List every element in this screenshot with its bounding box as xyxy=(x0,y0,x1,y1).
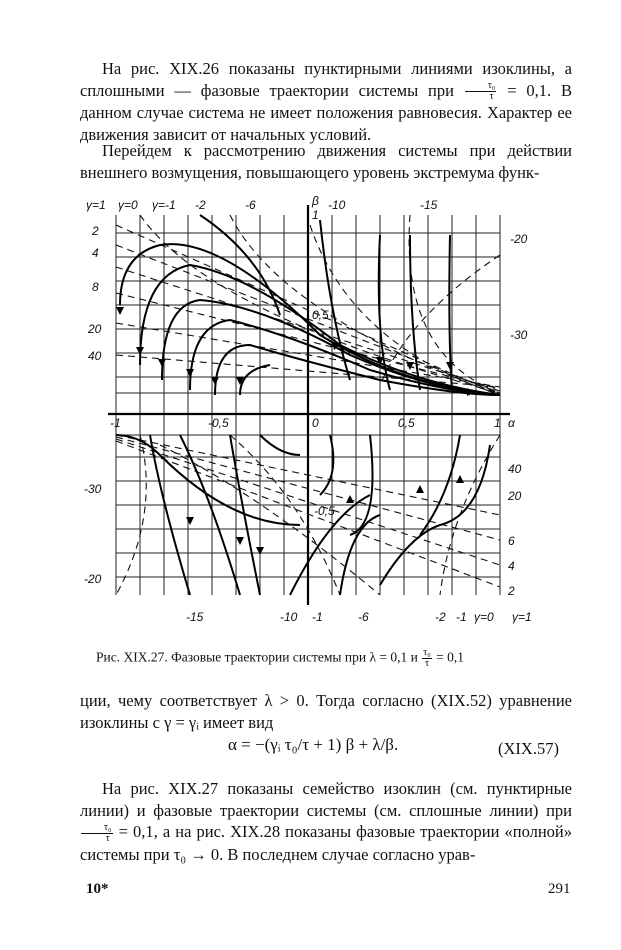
label-bottom-minus-15: -15 xyxy=(186,610,204,624)
right-upper-labels xyxy=(510,232,528,342)
paragraph-4-text-b: = 0,1, а на рис. XIX.28 показаны фазовые траектории «полной» системы при τ₀ → 0. В последнем случае согласно урав- xyxy=(80,822,573,864)
paragraph-2-text: Перейдем к рассмотрению движения системы при действии внешнего возмущения, повышающего уровень экстремума функ- xyxy=(80,141,572,182)
paragraph-1-text-before: На рис. XIX.26 показаны пунктирными линиями изоклины, а сплошными — фазовые траектории системы при xyxy=(80,59,572,100)
page-number: 291 xyxy=(548,881,571,897)
label-bottom-minus-10: -10 xyxy=(280,610,298,624)
paragraph-4-fraction-denominator: τ xyxy=(105,832,110,844)
label-minus-6: -6 xyxy=(245,198,256,212)
label-bottom-minus-1b: -1 xyxy=(456,610,467,624)
label-right-minus-20: -20 xyxy=(510,232,528,246)
paragraph-4-fraction xyxy=(81,823,113,844)
label-left-2: 2 xyxy=(92,224,99,238)
label-gamma-1: γ=1 xyxy=(86,198,106,212)
left-upper-labels xyxy=(87,224,102,363)
label-alpha-0-5: 0,5 xyxy=(398,416,415,430)
paragraph-4-fraction-numerator: τ₀ xyxy=(81,823,113,834)
axis-labels xyxy=(110,416,516,430)
top-labels xyxy=(86,195,438,222)
label-beta-0-5: 0,5 xyxy=(312,308,329,322)
paragraph-2 xyxy=(80,140,572,183)
label-minus-2: -2 xyxy=(195,198,206,212)
left-lower-labels xyxy=(84,482,102,586)
equation-number: (XIX.57) xyxy=(498,739,559,758)
fraction-numerator: τ₀ xyxy=(465,81,497,92)
paragraph-1 xyxy=(80,58,572,145)
label-gamma-0: γ=0 xyxy=(118,198,138,212)
paragraph-3-text: ции, чему соответствует λ > 0. Тогда согласно (XIX.52) уравнение изоклины с γ = γᵢ имеет вид xyxy=(80,691,572,732)
label-left-20: 20 xyxy=(88,322,102,336)
label-left-minus-20: -20 xyxy=(84,572,102,586)
label-beta-minus-0-5: -0,5 xyxy=(314,504,335,518)
label-right-minus-30: -30 xyxy=(510,328,528,342)
label-minus-10: -10 xyxy=(328,198,346,212)
label-beta-1: 1 xyxy=(312,208,319,222)
label-right-2: 2 xyxy=(508,584,515,598)
label-right-6: 6 xyxy=(508,534,515,548)
label-left-8: 8 xyxy=(92,280,99,294)
label-bottom-minus-1: -1 xyxy=(312,610,323,624)
fraction-denominator: τ xyxy=(489,91,494,103)
bottom-labels xyxy=(186,610,532,624)
caption-fraction xyxy=(422,648,432,669)
label-left-40: 40 xyxy=(88,349,102,363)
paragraph-4 xyxy=(80,778,572,865)
caption-text-before: Рис. XIX.27. Фазовые траектории системы при λ = 0,1 и xyxy=(96,649,418,665)
caption-fraction-denominator: τ xyxy=(424,658,429,669)
caption-text-after: = 0,1 xyxy=(436,649,464,665)
label-right-20: 20 xyxy=(508,489,522,503)
paragraph-1-text-after: = 0,1. В данном случае система не имеет положения равновесия. Характер ее движения зависит от начальных условий. xyxy=(80,80,573,144)
label-alpha-minus-0-5: -0,5 xyxy=(208,416,229,430)
label-bottom-gamma-1: γ=1 xyxy=(512,610,532,624)
formula: α = −(γᵢ τ₀/τ + 1) β + λ/β. xyxy=(228,735,399,754)
label-bottom-gamma-0: γ=0 xyxy=(474,610,494,624)
label-minus-15: -15 xyxy=(420,198,438,212)
label-alpha: α xyxy=(508,416,515,430)
label-left-4: 4 xyxy=(92,246,99,260)
phase-trajectories-figure xyxy=(80,195,560,625)
paragraph-3 xyxy=(80,690,572,733)
label-beta: β xyxy=(312,195,319,208)
label-bottom-minus-6: -6 xyxy=(358,610,369,624)
fraction-tau0-tau xyxy=(465,81,497,102)
right-lower-labels xyxy=(507,462,522,598)
label-right-4: 4 xyxy=(508,559,515,573)
caption-fraction-numerator: τ₀ xyxy=(423,647,431,658)
label-bottom-minus-2: -2 xyxy=(435,610,446,624)
label-right-40: 40 xyxy=(508,462,522,476)
label-alpha-0: 0 xyxy=(312,416,319,430)
label-alpha-1: 1 xyxy=(494,416,501,430)
paragraph-4-text-a: На рис. XIX.27 показаны семейство изоклин (см. пунктирные линии) и фазовые траектории системы (см. сплошные линии) при xyxy=(80,779,572,820)
footer-signature: 10* xyxy=(86,881,109,897)
figure-caption xyxy=(96,648,464,669)
label-left-minus-30: -30 xyxy=(84,482,102,496)
label-gamma-minus-1: γ=-1 xyxy=(152,198,176,212)
direction-arrows xyxy=(116,307,475,555)
label-alpha-minus-1: -1 xyxy=(110,416,121,430)
